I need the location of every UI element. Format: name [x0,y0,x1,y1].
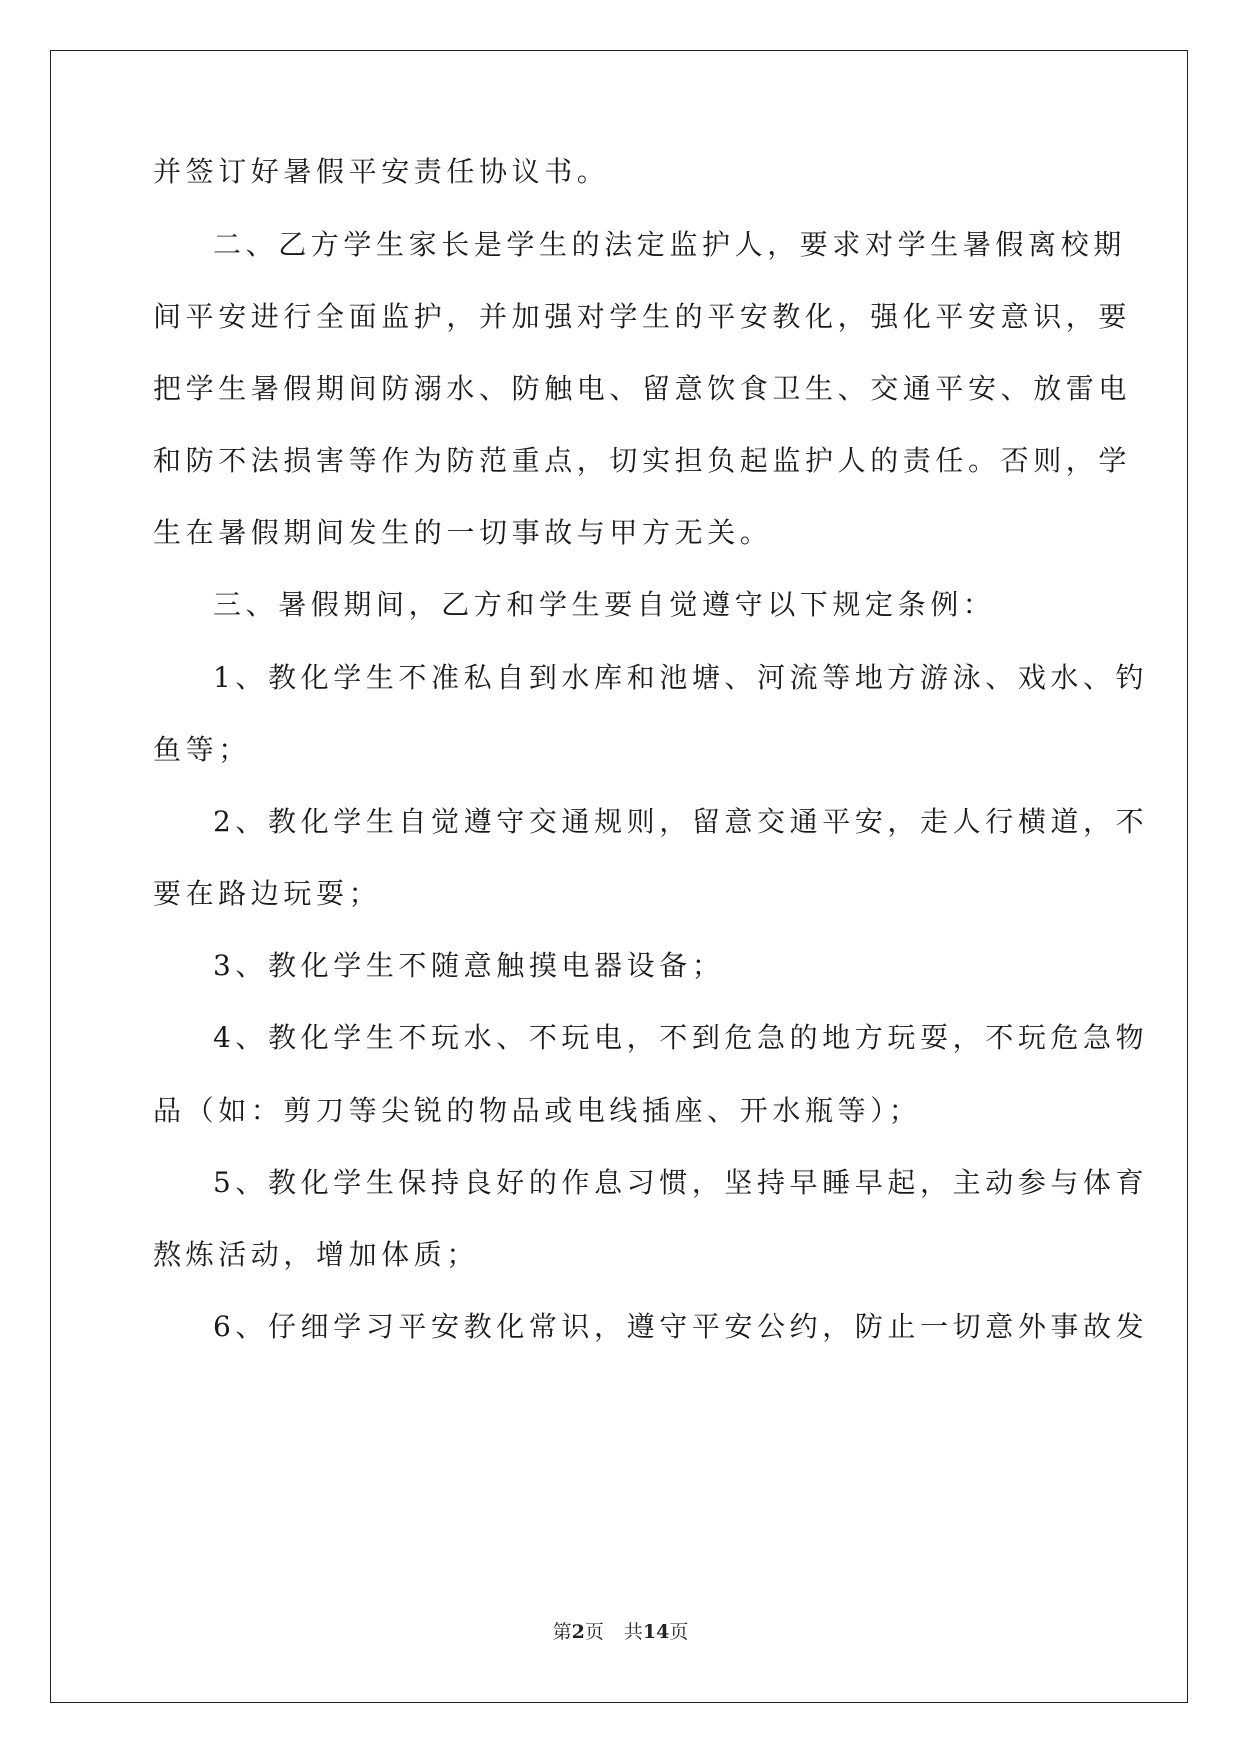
text-line: 3、教化学生不随意触摸电器设备； [213,949,725,982]
text-line: 熬炼活动，增加体质； [153,1238,480,1271]
total-pages: 14 [642,1621,670,1643]
text-line: 4、教化学生不玩水、不玩电，不到危急的地方玩耍，不玩危急物 [213,1021,1149,1054]
text-line: 5、教化学生保持良好的作息习惯，坚持早睡早起，主动参与体育 [213,1166,1149,1199]
text-line: 1、教化学生不准私自到水库和池塘、河流等地方游泳、戏水、钓 [213,661,1149,694]
total-suffix: 页 [669,1621,689,1643]
text-line: 2、教化学生自觉遵守交通规则，留意交通平安，走人行横道，不 [213,805,1149,838]
text-line: 三、暑假期间，乙方和学生要自觉遵守以下规定条例： [213,588,996,621]
text-line: 并签订好暑假平安责任协议书。 [153,155,610,188]
text-line: 鱼等； [153,733,251,766]
page-prefix: 第 [552,1621,572,1643]
text-line: 生在暑假期间发生的一切事故与甲方无关。 [153,516,773,549]
page-footer [0,1619,1241,1645]
page-suffix: 页 [584,1621,604,1643]
page-number: 2 [571,1621,585,1643]
text-line: 间平安进行全面监护，并加强对学生的平安教化，强化平安意识，要 [153,300,1132,333]
text-line: 和防不法损害等作为防范重点，切实担负起监护人的责任。否则，学 [153,444,1132,477]
text-line: 品（如：剪刀等尖锐的物品或电线插座、开水瓶等）； [153,1094,922,1127]
text-line: 6、仔细学习平安教化常识，遵守平安公约，防止一切意外事故发 [213,1310,1149,1343]
total-prefix: 共 [623,1621,643,1643]
text-line: 把学生暑假期间防溺水、防触电、留意饮食卫生、交通平安、放雷电 [153,372,1132,405]
text-line: 要在路边玩耍； [153,877,382,910]
text-line: 二、乙方学生家长是学生的法定监护人，要求对学生暑假离校期 [213,228,1126,261]
